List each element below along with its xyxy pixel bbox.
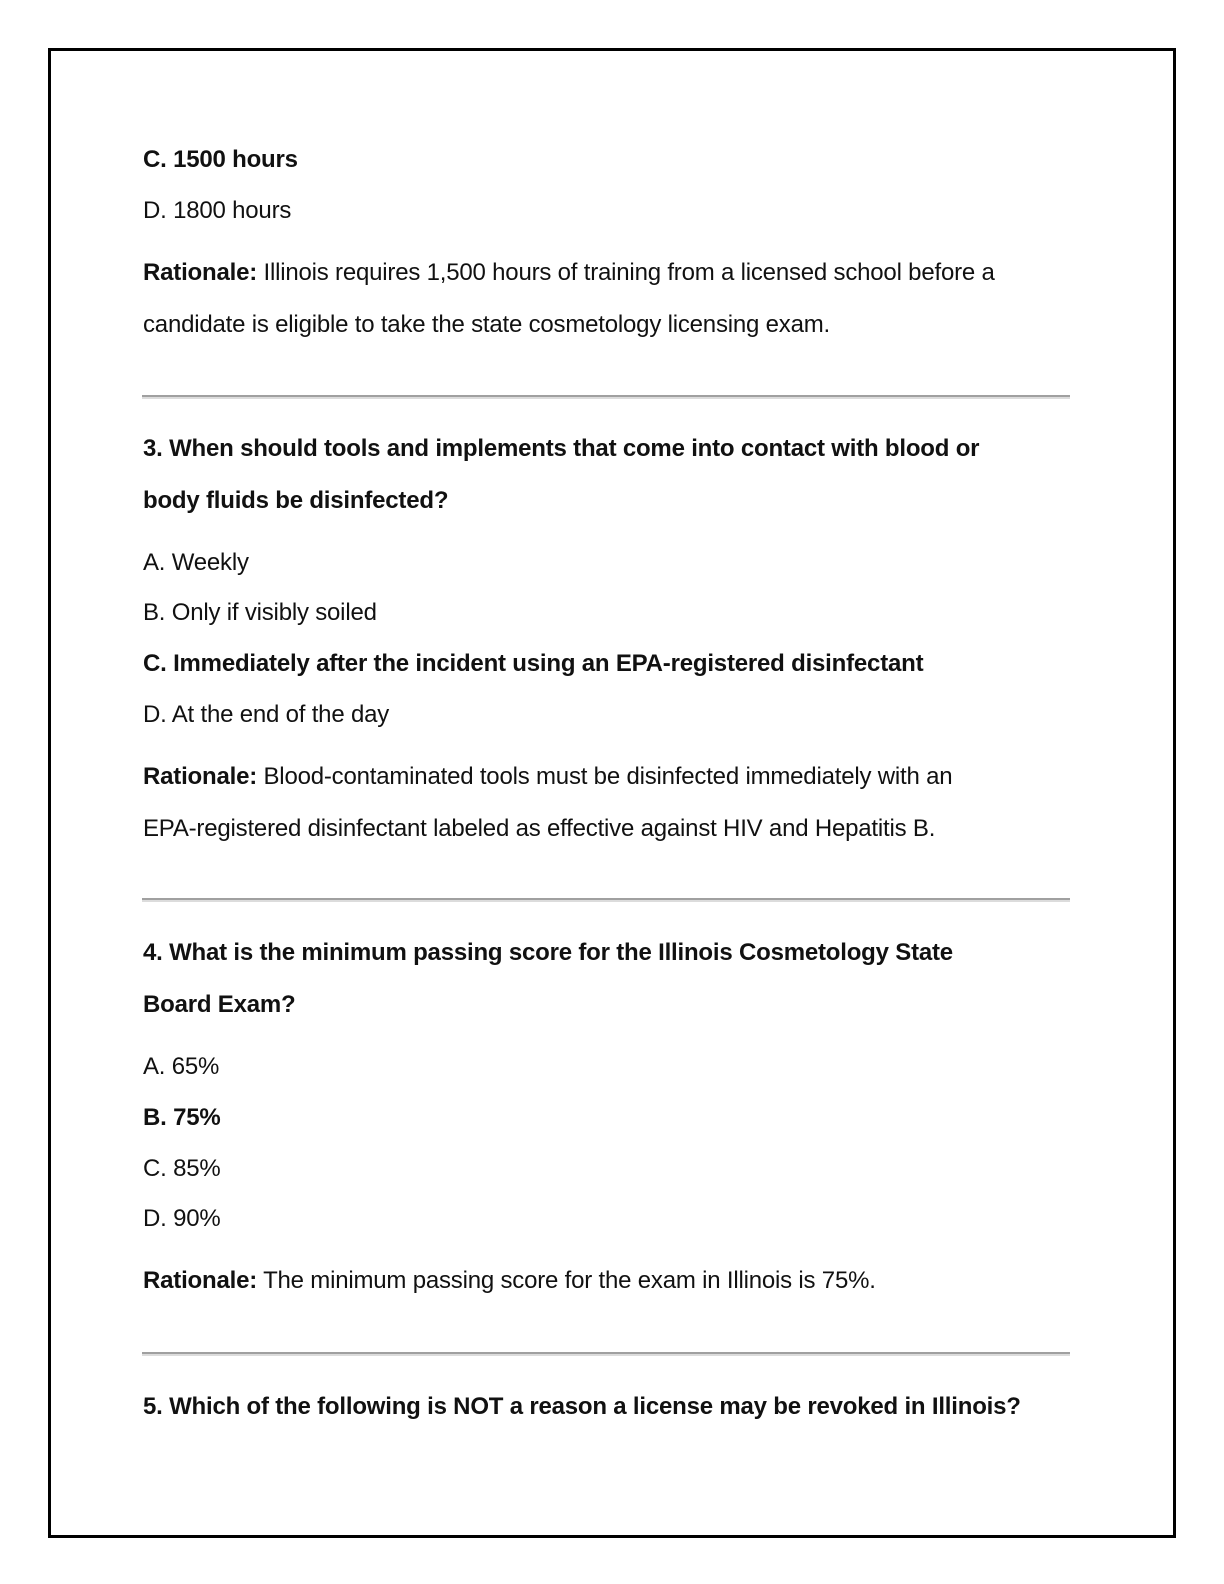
rationale-text: Illinois requires 1,500 hours of training from a licensed school before a — [257, 259, 995, 286]
q3-question-line2: body fluids be disinfected? — [143, 487, 449, 514]
section-divider — [142, 1352, 1070, 1356]
q4-rationale-line1 — [143, 1266, 876, 1296]
q4-question-line2: Board Exam? — [143, 991, 296, 1018]
q2-option-c-correct: C. 1500 hours — [143, 146, 298, 173]
q3-rationale-line1 — [143, 762, 952, 792]
q4-question-line1: 4. What is the minimum passing score for the Illinois Cosmetology State — [143, 939, 953, 966]
q4-option-b-correct: B. 75% — [143, 1104, 221, 1131]
rationale-label: Rationale: — [143, 1267, 258, 1294]
section-divider — [142, 898, 1070, 902]
q5-question-line1: 5. Which of the following is NOT a reason a license may be revoked in Illinois? — [143, 1393, 1021, 1420]
q4-option-c: C. 85% — [143, 1155, 221, 1182]
q4-option-a: A. 65% — [143, 1053, 220, 1080]
q2-rationale-line1 — [143, 258, 995, 288]
q2-option-d: D. 1800 hours — [143, 197, 292, 224]
section-divider — [142, 395, 1070, 399]
rationale-label: Rationale: — [143, 259, 258, 286]
q3-rationale-line2: EPA-registered disinfectant labeled as effective against HIV and Hepatitis B. — [143, 815, 936, 842]
rationale-text: The minimum passing score for the exam in Illinois is 75%. — [257, 1267, 876, 1294]
q2-rationale-line2: candidate is eligible to take the state cosmetology licensing exam. — [143, 311, 830, 338]
q3-option-d: D. At the end of the day — [143, 701, 390, 728]
q3-option-b: B. Only if visibly soiled — [143, 599, 377, 626]
q3-option-c-correct: C. Immediately after the incident using an EPA-registered disinfectant — [143, 650, 924, 677]
q3-option-a: A. Weekly — [143, 549, 249, 576]
q3-question-line1: 3. When should tools and implements that come into contact with blood or — [143, 435, 980, 462]
rationale-text: Blood-contaminated tools must be disinfected immediately with an — [257, 763, 953, 790]
q4-option-d: D. 90% — [143, 1205, 221, 1232]
rationale-label: Rationale: — [143, 763, 258, 790]
